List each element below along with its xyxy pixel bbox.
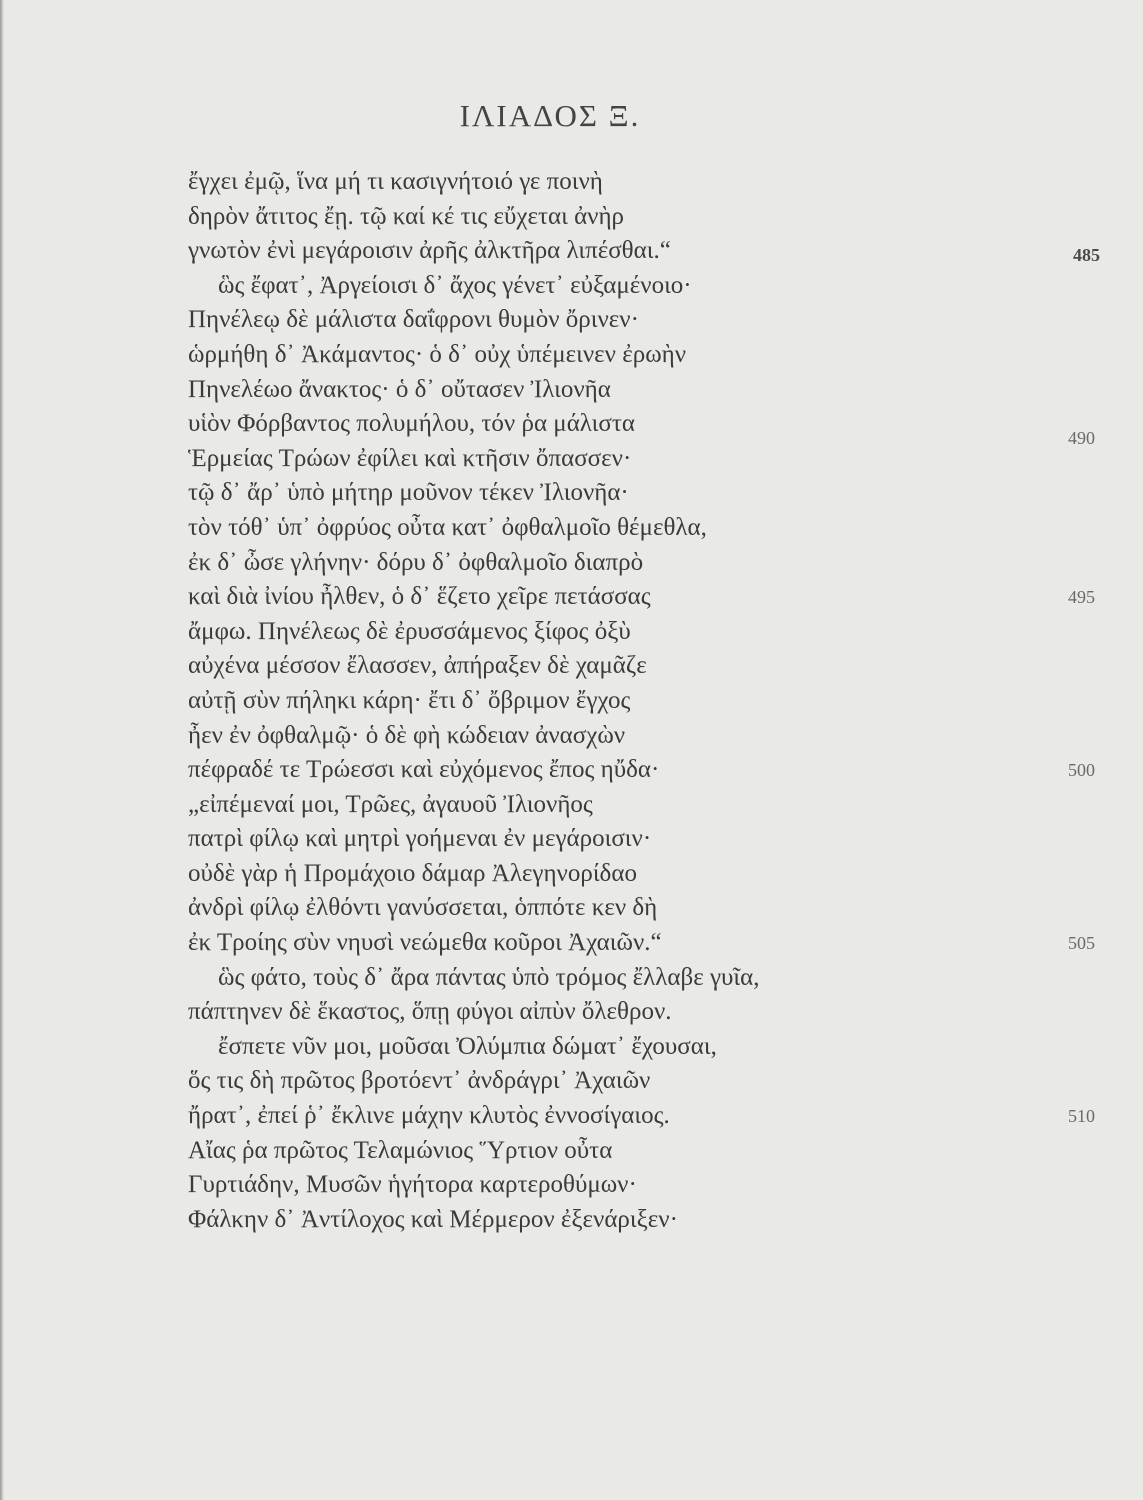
verse-line [188,615,908,650]
verse-text: „εἰπέμεναί μοι, Τρῶες, ἀγαυοῦ Ἰλιονῆος [188,790,593,818]
verse-text: ἐκ δ᾽ ὦσε γλήνην· δόρυ δ᾽ ὀφθαλμοῖο διαπρὸ [188,548,644,576]
verse-line [188,580,1095,615]
verse-text: ὅς τις δὴ πρῶτος βροτόεντ᾽ ἀνδράγρι᾽ Ἀχαιῶν [188,1067,651,1095]
verse-line [188,476,908,511]
verse-text: ὣς φάτο, τοὺς δ᾽ ἄρα πάντας ὑπὸ τρόμος ἔλλαβε γυῖα, [218,963,760,991]
verse-line [188,961,908,996]
verse-line [188,1099,1095,1134]
verse-line [188,1203,908,1238]
verse-line [188,373,908,408]
line-number: 495 [1068,587,1095,608]
verse-line [188,1030,908,1065]
line-number: 485 [1073,245,1100,266]
verse-text: Πηνελέωο ἄνακτος· ὁ δ᾽ οὔτασεν Ἰλιονῆα [188,375,611,403]
verse-text: ἀνδρὶ φίλῳ ἐλθόντι γανύσσεται, ὁππότε κεν δὴ [188,894,658,922]
verse-line [188,822,908,857]
verse-line [188,442,908,477]
line-number: 510 [1068,1106,1095,1127]
line-number: 505 [1068,933,1095,954]
verse-text: πάπτηνεν δὲ ἕκαστος, ὅπῃ φύγοι αἰπὺν ὄλεθρον. [188,998,672,1026]
verse-line [188,719,908,754]
verse-text: αὐτῇ σὺν πήληκι κάρη· ἔτι δ᾽ ὄβριμον ἔγχος [188,686,631,714]
verse-line [188,684,908,719]
verse-text: υἱὸν Φόρβαντος πολυμήλου, τόν ῥα μάλιστα [188,410,635,438]
verse-text: ἔγχει ἐμῷ, ἵνα μή τι κασιγνήτοιό γε ποινὴ [188,168,603,195]
verse-line [188,788,908,823]
verse-line [188,891,908,926]
verse-text: ἐκ Τροίης σὺν νηυσὶ νεώμεθα κοῦροι Ἀχαιῶν.“ [188,929,662,957]
verse-text: καὶ διὰ ἰνίου ἦλθεν, ὁ δ᾽ ἕζετο χεῖρε πετάσσας [188,583,651,611]
verse-text: ὣς ἔφατ᾽, Ἀργείοισι δ᾽ ἄχος γένετ᾽ εὐξαμένοιο· [218,271,692,299]
verse-text: τὸν τόθ᾽ ὑπ᾽ ὀφρύος οὖτα κατ᾽ ὀφθαλμοῖο θέμεθλα, [188,513,707,541]
verse-line [188,200,908,235]
verse-text: Πηνέλεῳ δὲ μάλιστα δαΐφρονι θυμὸν ὄρινεν· [188,306,639,334]
line-number: 490 [1068,428,1095,449]
verse-text: ὡρμήθη δ᾽ Ἀκάμαντος· ὁ δ᾽ οὐχ ὑπέμεινεν ἐρωὴν [188,340,687,368]
verse-text: Γυρτιάδην, Μυσῶν ἡγήτορα καρτεροθύμων· [188,1171,637,1199]
verse-line [188,1134,908,1169]
verse-line [188,995,908,1030]
verse-text: δηρὸν ἄτιτος ἔῃ. τῷ καί κέ τις εὔχεται ἀνὴρ [188,202,625,230]
verse-line [188,511,908,546]
verse-line [188,303,908,338]
verse-block [188,165,1100,1237]
verse-line [188,857,908,892]
verse-line [188,407,1095,449]
verse-line [188,338,908,373]
verse-line [188,1168,908,1203]
line-number: 500 [1068,760,1095,781]
verse-line [188,269,908,304]
verse-text: Αἴας ῥα πρῶτος Τελαμώνιος Ὕρτιον οὖτα [188,1136,613,1164]
verse-line [188,165,908,200]
verse-text: γνωτὸν ἐνὶ μεγάροισιν ἀρῆς ἀλκτῆρα λιπέσθαι.“ [188,237,671,265]
verse-text: ἦεν ἐν ὀφθαλμῷ· ὁ δὲ φὴ κώδειαν ἀνασχὼν [188,721,626,749]
verse-text: τῷ δ᾽ ἄρ᾽ ὑπὸ μήτηρ μοῦνον τέκεν Ἰλιονῆα· [188,479,629,507]
page-edge-shadow [0,0,4,1500]
verse-text: ἔσπετε νῦν μοι, μοῦσαι Ὀλύμπια δώματ᾽ ἔχουσαι, [218,1032,717,1060]
verse-text: πέφραδέ τε Τρώεσσι καὶ εὐχόμενος ἔπος ηὔδα· [188,756,660,784]
verse-text: ἤρατ᾽, ἐπεί ῥ᾽ ἔκλινε μάχην κλυτὸς ἐννοσίγαιος. [188,1102,670,1130]
verse-line [188,926,1095,961]
verse-line [188,234,1100,269]
verse-text: αὐχένα μέσσον ἔλασσεν, ἀπήραξεν δὲ χαμᾶζε [188,652,647,680]
verse-text: πατρὶ φίλῳ καὶ μητρὶ γοήμεναι ἐν μεγάροισιν· [188,825,652,853]
verse-text: οὐδὲ γὰρ ἡ Προμάχοιο δάμαρ Ἀλεγηνορίδαο [188,859,637,887]
page-header: ΙΛΙΑΔΟΣ Ξ. [459,98,641,133]
verse-line [188,649,908,684]
verse-line [188,1064,908,1099]
verse-text: Φάλκην δ᾽ Ἀντίλοχος καὶ Μέρμερον ἐξενάριξεν· [188,1205,678,1233]
verse-text: Ἑρμείας Τρώων ἐφίλει καὶ κτῆσιν ὄπασσεν· [188,444,632,472]
verse-line [188,753,1095,788]
verse-line [188,546,908,581]
verse-text: ἄμφω. Πηνέλεως δὲ ἐρυσσάμενος ξίφος ὀξὺ [188,617,631,645]
